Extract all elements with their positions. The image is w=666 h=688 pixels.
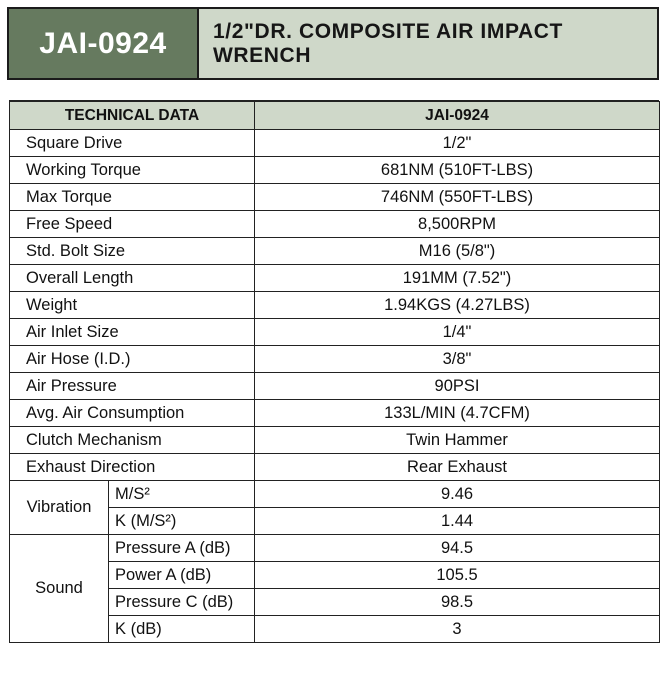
- model-badge: [9, 9, 199, 78]
- row-label: Overall Length: [10, 265, 255, 292]
- row-label: Clutch Mechanism: [10, 427, 255, 454]
- table-row: [10, 454, 660, 481]
- row-value: 191MM (7.52"): [255, 265, 660, 292]
- row-label: Power A (dB): [109, 562, 255, 589]
- row-value: 1/2": [255, 130, 660, 157]
- row-value: 681NM (510FT-LBS): [255, 157, 660, 184]
- row-value: 746NM (550FT-LBS): [255, 184, 660, 211]
- table-row: [10, 427, 660, 454]
- row-label: Air Inlet Size: [10, 319, 255, 346]
- table-header-row: [10, 102, 660, 130]
- table-row: [10, 481, 660, 508]
- row-value: 9.46: [255, 481, 660, 508]
- row-label: Free Speed: [10, 211, 255, 238]
- row-value: 133L/MIN (4.7CFM): [255, 400, 660, 427]
- row-label: Pressure A (dB): [109, 535, 255, 562]
- table-row: [10, 265, 660, 292]
- product-title: 1/2"DR. COMPOSITE AIR IMPACT WRENCH: [213, 19, 563, 67]
- row-value: 3/8": [255, 346, 660, 373]
- table-row: [10, 535, 660, 562]
- row-value: Twin Hammer: [255, 427, 660, 454]
- row-value: 90PSI: [255, 373, 660, 400]
- row-label: Pressure C (dB): [109, 589, 255, 616]
- row-label: M/S²: [109, 481, 255, 508]
- row-label: Air Hose (I.D.): [10, 346, 255, 373]
- vibration-group-label: Vibration: [10, 481, 109, 535]
- row-label: Weight: [10, 292, 255, 319]
- row-label: Max Torque: [10, 184, 255, 211]
- table-row: [10, 346, 660, 373]
- row-value: 1.44: [255, 508, 660, 535]
- row-value: 1.94KGS (4.27LBS): [255, 292, 660, 319]
- table-row: [10, 211, 660, 238]
- title-area: [199, 9, 657, 78]
- table-row: [10, 184, 660, 211]
- row-value: 1/4": [255, 319, 660, 346]
- row-value: 3: [255, 616, 660, 643]
- table-row: [10, 319, 660, 346]
- model-number: JAI-0924: [39, 26, 167, 60]
- row-label: K (dB): [109, 616, 255, 643]
- row-value: Rear Exhaust: [255, 454, 660, 481]
- sound-group-label: Sound: [10, 535, 109, 643]
- table-row: [10, 157, 660, 184]
- row-value: 8,500RPM: [255, 211, 660, 238]
- column-header-technical-data: TECHNICAL DATA: [10, 102, 255, 130]
- table-row: [10, 373, 660, 400]
- row-label: Avg. Air Consumption: [10, 400, 255, 427]
- row-value: 94.5: [255, 535, 660, 562]
- column-header-model: JAI-0924: [255, 102, 660, 130]
- table-row: [10, 238, 660, 265]
- row-label: Std. Bolt Size: [10, 238, 255, 265]
- row-label: Working Torque: [10, 157, 255, 184]
- row-label: Square Drive: [10, 130, 255, 157]
- row-value: 105.5: [255, 562, 660, 589]
- row-label: Exhaust Direction: [10, 454, 255, 481]
- table-row: [10, 130, 660, 157]
- product-header: [7, 7, 659, 80]
- row-value: M16 (5/8"): [255, 238, 660, 265]
- table-row: [10, 400, 660, 427]
- row-label: Air Pressure: [10, 373, 255, 400]
- row-label: K (M/S²): [109, 508, 255, 535]
- row-value: 98.5: [255, 589, 660, 616]
- technical-data-table: [9, 101, 660, 643]
- table-row: [10, 292, 660, 319]
